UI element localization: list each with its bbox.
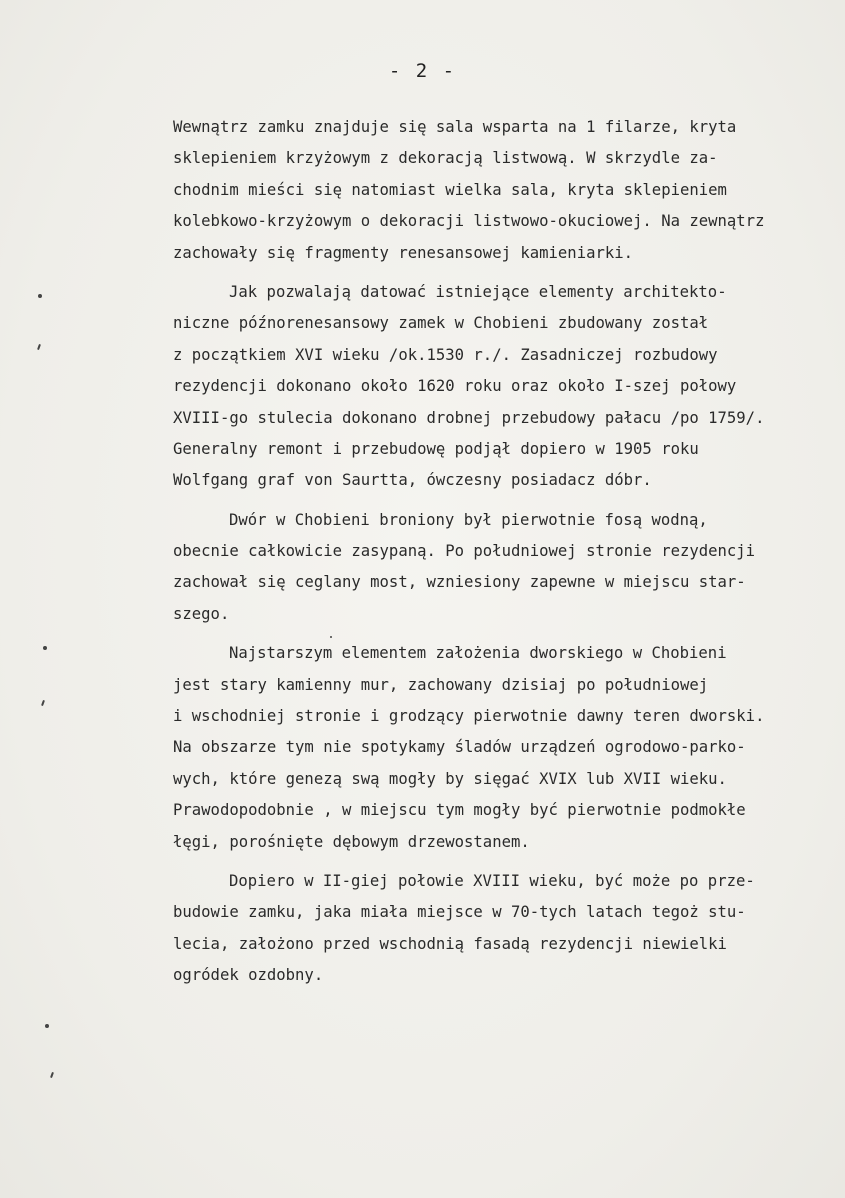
text-line: Najstarszym elementem założenia dworskiego w Chobieni <box>229 644 727 663</box>
page-number: - 2 - <box>388 60 457 82</box>
text-line: ogródek ozdobny. <box>173 966 324 985</box>
text-line: łęgi, porośnięte dębowym drzewostanem. <box>173 832 530 851</box>
text-line: Prawodopodobnie , w miejscu tym mogły być pierwotnie podmokłe <box>173 801 746 820</box>
text-line: Generalny remont i przebudowę podjął dopiero w 1905 roku <box>173 439 699 458</box>
margin-speck <box>37 344 41 350</box>
paragraph-2 <box>173 277 845 497</box>
text-line: obecnie całkowicie zasypaną. Po południowej stronie rezydencji <box>173 542 756 561</box>
text-line: Na obszarze tym nie spotykamy śladów urządzeń ogrodowo-parko- <box>173 738 746 757</box>
paragraph-4 <box>173 638 845 858</box>
margin-speck <box>38 294 42 298</box>
margin-speck <box>50 1072 54 1078</box>
text-line: szego. <box>173 604 230 623</box>
text-line: Wewnątrz zamku znajduje się sala wsparta na 1 filarze, kryta <box>173 118 737 136</box>
text-line: budowie zamku, jaka miała miejsce w 70-tych latach tegoż stu- <box>173 903 746 922</box>
text-line: lecia, założono przed wschodnią fasadą rezydencji niewielki <box>173 934 727 953</box>
text-line: i wschodniej stronie i grodzący pierwotnie dawny teren dworski. <box>173 707 765 726</box>
text-line: XVIII-go stulecia dokonano drobnej przebudowy pałacu /po 1759/. <box>173 408 765 427</box>
paragraph-5 <box>173 866 845 992</box>
margin-speck <box>43 646 47 650</box>
margin-speck <box>330 636 332 638</box>
paragraph-3 <box>173 505 845 631</box>
text-line: chodnim mieści się natomiast wielka sala, kryta sklepieniem <box>173 180 727 199</box>
text-line: Dwór w Chobieni broniony był pierwotnie fosą wodną, <box>229 510 708 529</box>
text-line: jest stary kamienny mur, zachowany dzisiaj po południowej <box>173 675 709 694</box>
text-line: wych, które genezą swą mogły by sięgać XVIX lub XVII wieku. <box>173 769 727 788</box>
text-line: Wolfgang graf von Saurtta, ówczesny posiadacz dóbr. <box>173 471 652 490</box>
text-line: z początkiem XVI wieku /ok.1530 r./. Zasadniczej rozbudowy <box>173 345 718 364</box>
text-line: zachował się ceglany most, wzniesiony zapewne w miejscu star- <box>173 573 746 592</box>
text-line: kolebkowo-krzyżowym o dekoracji listwowo-okuciowej. Na zewnątrz <box>173 212 765 231</box>
text-line: sklepieniem krzyżowym z dekoracją listwową. W skrzydle za- <box>173 149 718 168</box>
text-line: Dopiero w II-giej połowie XVIII wieku, być może po prze- <box>229 871 755 890</box>
text-line: niczne późnorenesansowy zamek w Chobieni zbudowany został <box>173 314 709 333</box>
text-line: rezydencji dokonano około 1620 roku oraz około I-szej połowy <box>173 377 737 396</box>
paragraph-1 <box>173 112 845 269</box>
body-text <box>173 112 845 992</box>
margin-speck <box>45 1024 49 1028</box>
text-line: zachowały się fragmenty renesansowej kamieniarki. <box>173 243 634 262</box>
text-line: Jak pozwalają datować istniejące elementy architekto- <box>229 282 727 301</box>
margin-speck <box>41 700 45 706</box>
